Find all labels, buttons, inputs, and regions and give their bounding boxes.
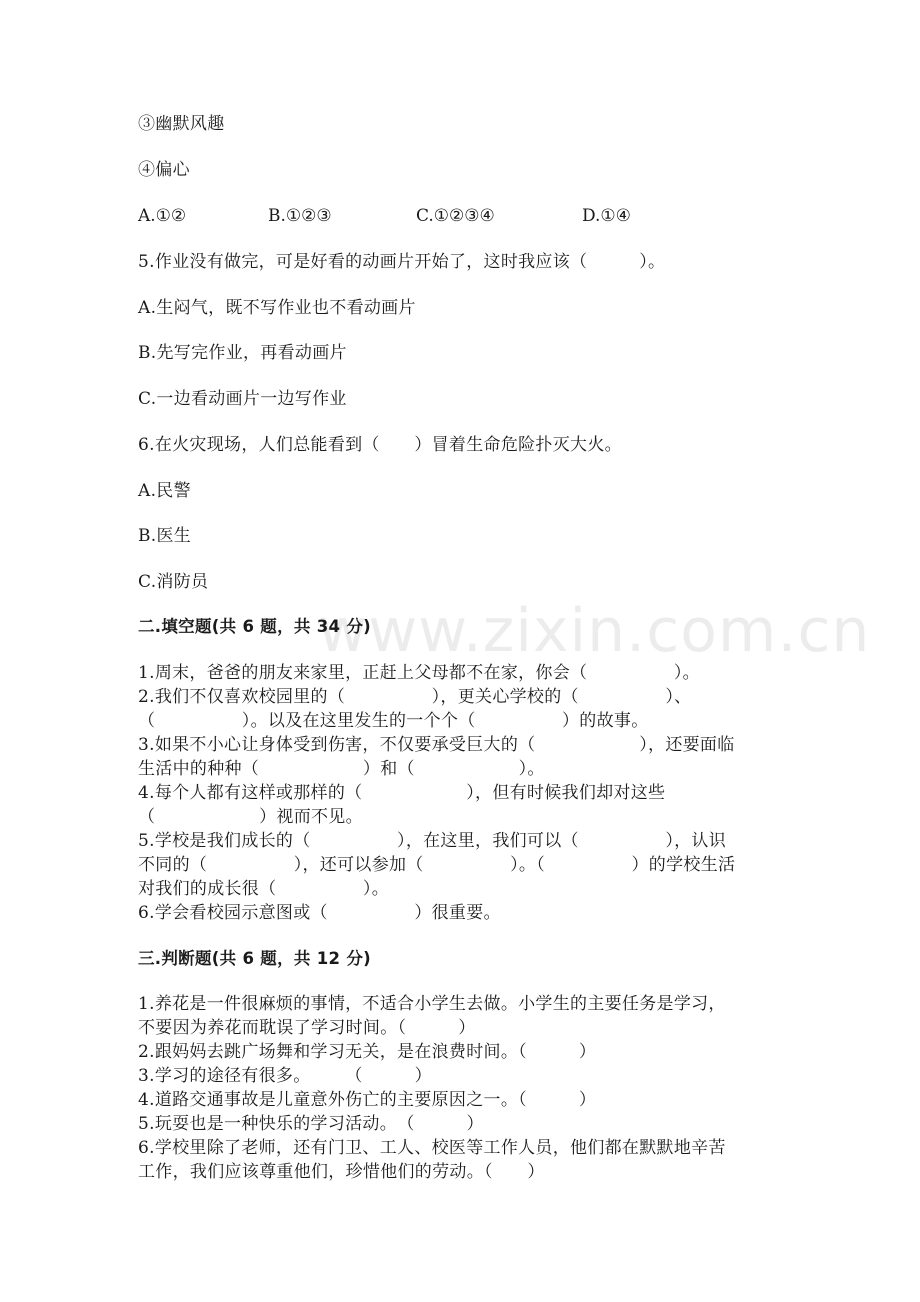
judge-line: 3.学习的途径有很多。 （ ） [138,1066,432,1086]
q6-option-c: C.消防员 [138,572,209,592]
section-heading-fill: 二.填空题(共 6 题，共 34 分) [138,617,371,636]
fill-line: 生活中的种种（ ）和（ ）。 [138,759,545,779]
fill-line: 4.每个人都有这样或那样的（ ），但有时候我们却对这些 [138,783,666,803]
section-heading-judge: 三.判断题(共 6 题，共 12 分) [138,949,371,968]
q5-option-b: B.先写完作业，再看动画片 [138,343,347,363]
fill-line: 不同的（ ），还可以参加（ ）。（ ）的学校生活 [138,855,736,875]
fill-line: 2.我们不仅喜欢校园里的（ ），更关心学校的（ ）、 [138,687,692,707]
judge-line: 1.养花是一件很麻烦的事情，不适合小学生去做。小学生的主要任务是学习， [138,994,726,1014]
fill-line: 5.学校是我们成长的（ ），在这里，我们可以（ ），认识 [138,831,727,851]
fill-line: 对我们的成长很（ ）。 [138,879,389,899]
fill-line: （ ）。以及在这里发生的一个个（ ）的故事。 [138,711,649,731]
judge-line: 不要因为养花而耽误了学习时间。（ ） [138,1018,476,1038]
option-a: A.①② [138,206,187,226]
q6-stem: 6.在火灾现场，人们总能看到（ ）冒着生命危险扑灭大火。 [138,435,622,455]
option-d: D.①④ [582,206,631,226]
q6-option-b: B.医生 [138,526,192,546]
watermark: www.zixin.com.cn [318,596,871,666]
fill-line: 6.学会看校园示意图或（ ）很重要。 [138,903,501,923]
q4-item-3: ③幽默风趣 [138,114,225,134]
q5-option-a: A.生闷气，既不写作业也不看动画片 [138,298,416,318]
fill-line: 3.如果不小心让身体受到伤害，不仅要承受巨大的（ ），还要面临 [138,735,735,755]
judge-line: 4.道路交通事故是儿童意外伤亡的主要原因之一。（ ） [138,1090,597,1110]
q6-option-a: A.民警 [138,481,191,501]
judge-line: 2.跟妈妈去跳广场舞和学习无关，是在浪费时间。（ ） [138,1042,597,1062]
fill-line: （ ）视而不见。 [138,807,363,827]
q5-stem: 5.作业没有做完，可是好看的动画片开始了，这时我应该（ ）。 [138,252,666,272]
judge-line: 5.玩耍也是一种快乐的学习活动。 （ ） [138,1114,484,1134]
option-b: B.①②③ [268,206,332,226]
judge-line: 6.学校里除了老师，还有门卫、工人、校医等工作人员，他们都在默默地辛苦 [138,1138,726,1158]
option-c: C.①②③④ [416,206,495,226]
q5-option-c: C.一边看动画片一边写作业 [138,389,347,409]
fill-line: 1.周末，爸爸的朋友来家里，正赶上父母都不在家，你会（ ）。 [138,663,700,683]
q4-item-4: ④偏心 [138,160,190,180]
judge-line: 工作，我们应该尊重他们，珍惜他们的劳动。（ ） [138,1162,545,1182]
